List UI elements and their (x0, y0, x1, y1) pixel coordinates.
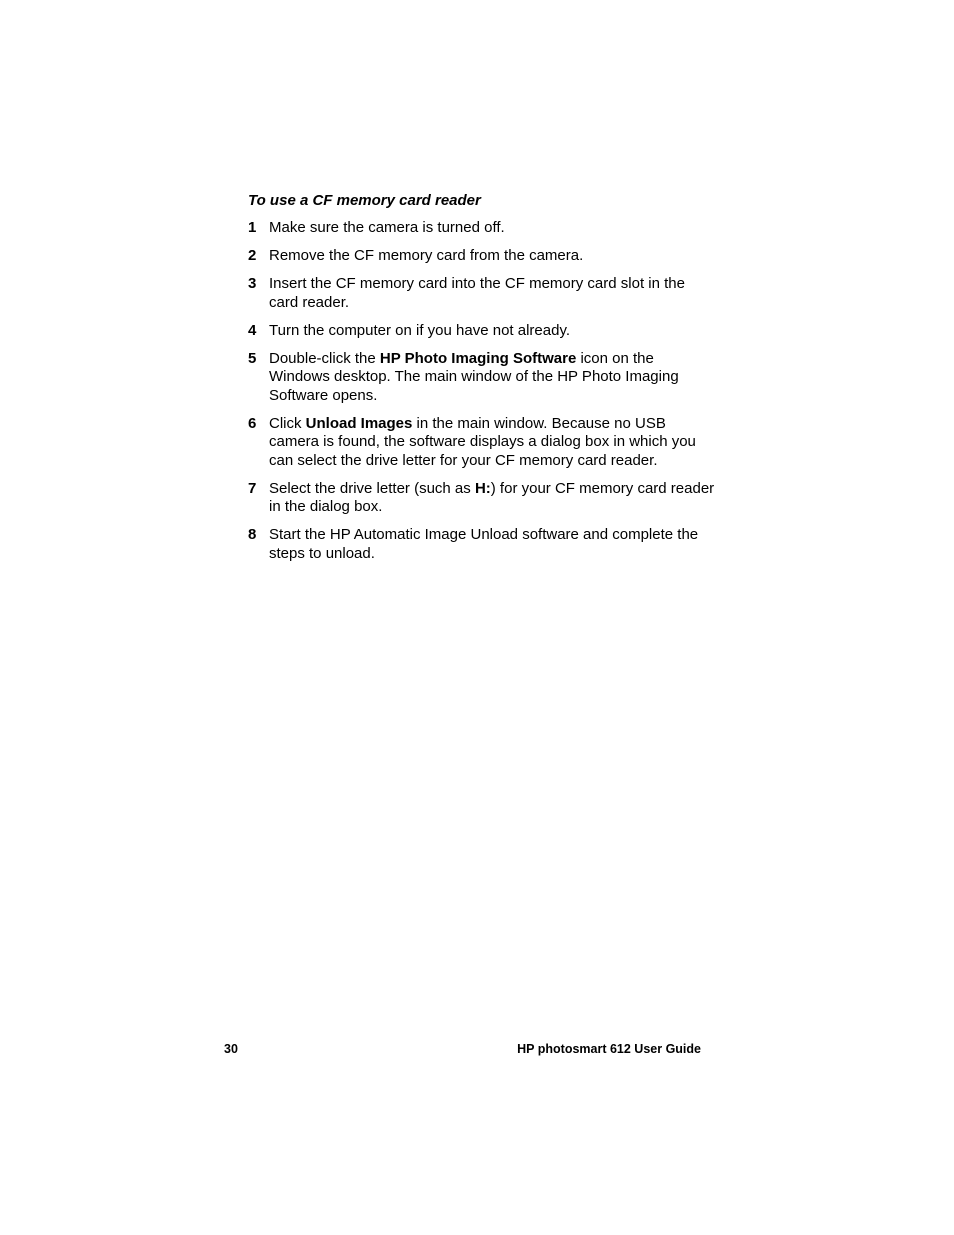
step-text-segment: icon on the Windows desktop. The main window of the HP Photo Imaging Software opens. (269, 349, 679, 404)
step-text (269, 247, 718, 266)
footer-page-number: 30 (224, 1042, 238, 1056)
section-heading: To use a CF memory card reader (248, 192, 481, 209)
list-item (248, 322, 718, 341)
step-text (269, 526, 718, 563)
step-text (269, 322, 718, 341)
step-text-segment: Click (269, 414, 306, 432)
step-text (269, 480, 718, 517)
step-text-segment: Select the drive letter (such as (269, 479, 475, 497)
step-number: 6 (248, 414, 257, 432)
list-item (248, 219, 718, 238)
step-text-segment: in the main window. Because no USB camera is found, the software displays a dialog box in which you can select the drive letter for your CF memory card reader. (269, 414, 696, 469)
step-text-segment: Insert the CF memory card into the CF memory card slot in the card reader. (269, 275, 685, 311)
step-number: 4 (248, 321, 257, 339)
step-text-segment: Remove the CF memory card from the camera. (269, 247, 584, 264)
list-item (248, 480, 718, 517)
list-item (248, 415, 718, 471)
step-text-emphasis: H: (474, 479, 491, 497)
list-item (248, 526, 718, 563)
step-text-emphasis: HP Photo Imaging Software (379, 349, 577, 367)
footer-guide-title: HP photosmart 612 User Guide (517, 1042, 701, 1056)
step-text-segment: Make sure the camera is turned off. (269, 219, 505, 236)
list-item (248, 247, 718, 266)
step-number: 1 (248, 219, 257, 236)
step-text (269, 350, 718, 406)
step-number: 5 (248, 349, 257, 367)
list-item (248, 275, 718, 312)
step-text (269, 275, 718, 312)
step-number: 8 (248, 526, 257, 543)
step-list (248, 219, 718, 573)
step-number: 7 (248, 479, 257, 497)
step-text-segment: Double-click the (269, 349, 380, 367)
step-text-segment: Turn the computer on if you have not already. (269, 321, 571, 339)
list-item (248, 350, 718, 406)
step-text-segment: ) for your CF memory card reader in the dialog box. (269, 479, 715, 515)
step-text (269, 219, 718, 238)
step-number: 3 (248, 275, 257, 292)
step-text (269, 415, 718, 471)
step-number: 2 (248, 247, 257, 264)
step-text-segment: Start the HP Automatic Image Unload software and complete the steps to unload. (269, 526, 699, 562)
step-text-emphasis: Unload Images (305, 414, 413, 432)
